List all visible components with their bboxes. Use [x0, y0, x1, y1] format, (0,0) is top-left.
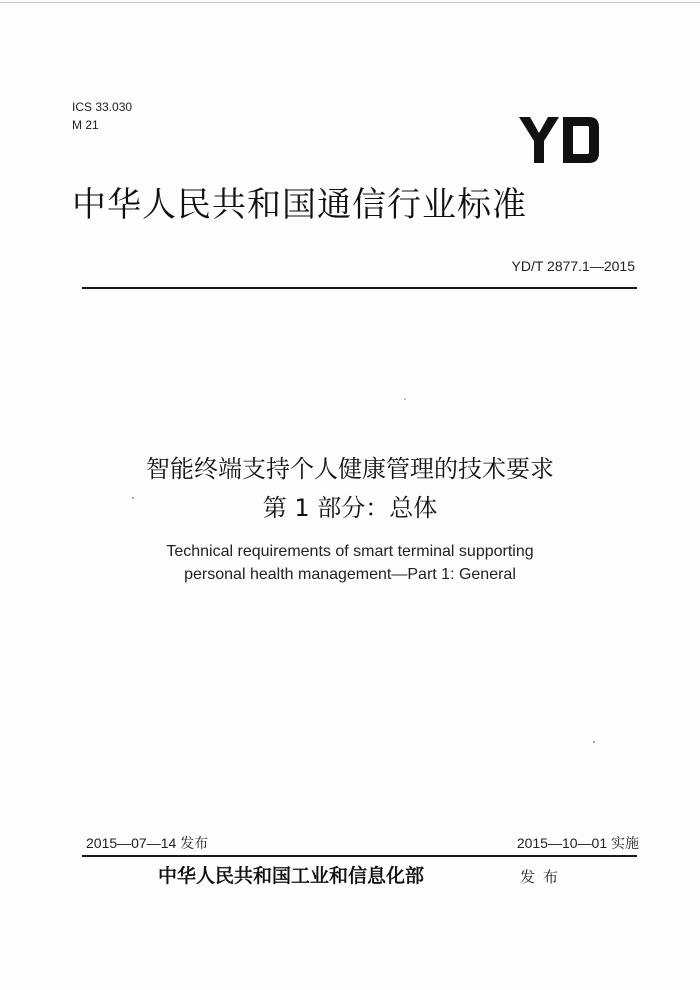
- implementation-date: 2015—10—01 实施: [516, 835, 639, 851]
- document-title-english-line1: Technical requirements of smart terminal supporting: [166, 543, 534, 560]
- standard-number: YD/T 2877.1—2015: [511, 258, 635, 274]
- publish-label: 发布: [520, 868, 567, 886]
- ccs-code: M 21: [72, 118, 99, 132]
- yd-logo-letter-d: [563, 117, 599, 163]
- bottom-divider: [82, 855, 637, 857]
- document-title-chinese: 智能终端支持个人健康管理的技术要求: [146, 455, 554, 483]
- scan-speck: [593, 741, 595, 743]
- top-divider: [82, 287, 637, 289]
- scan-speck: [132, 497, 134, 499]
- standard-category-title: 中华人民共和国通信行业标准: [72, 185, 527, 225]
- ics-code: ICS 33.030: [72, 100, 133, 114]
- yd-logo-letter-y: [519, 117, 559, 163]
- publisher-name: 中华人民共和国工业和信息化部: [158, 865, 425, 887]
- yd-logo: [519, 117, 599, 165]
- issue-date: 2015—07—14 发布: [86, 835, 209, 851]
- document-title-english-line2: personal health management—Part 1: General: [184, 566, 516, 583]
- scan-speck: [404, 398, 406, 400]
- document-subtitle-chinese: 第 1 部分：总体: [262, 494, 438, 522]
- scan-edge-line: [0, 2, 700, 3]
